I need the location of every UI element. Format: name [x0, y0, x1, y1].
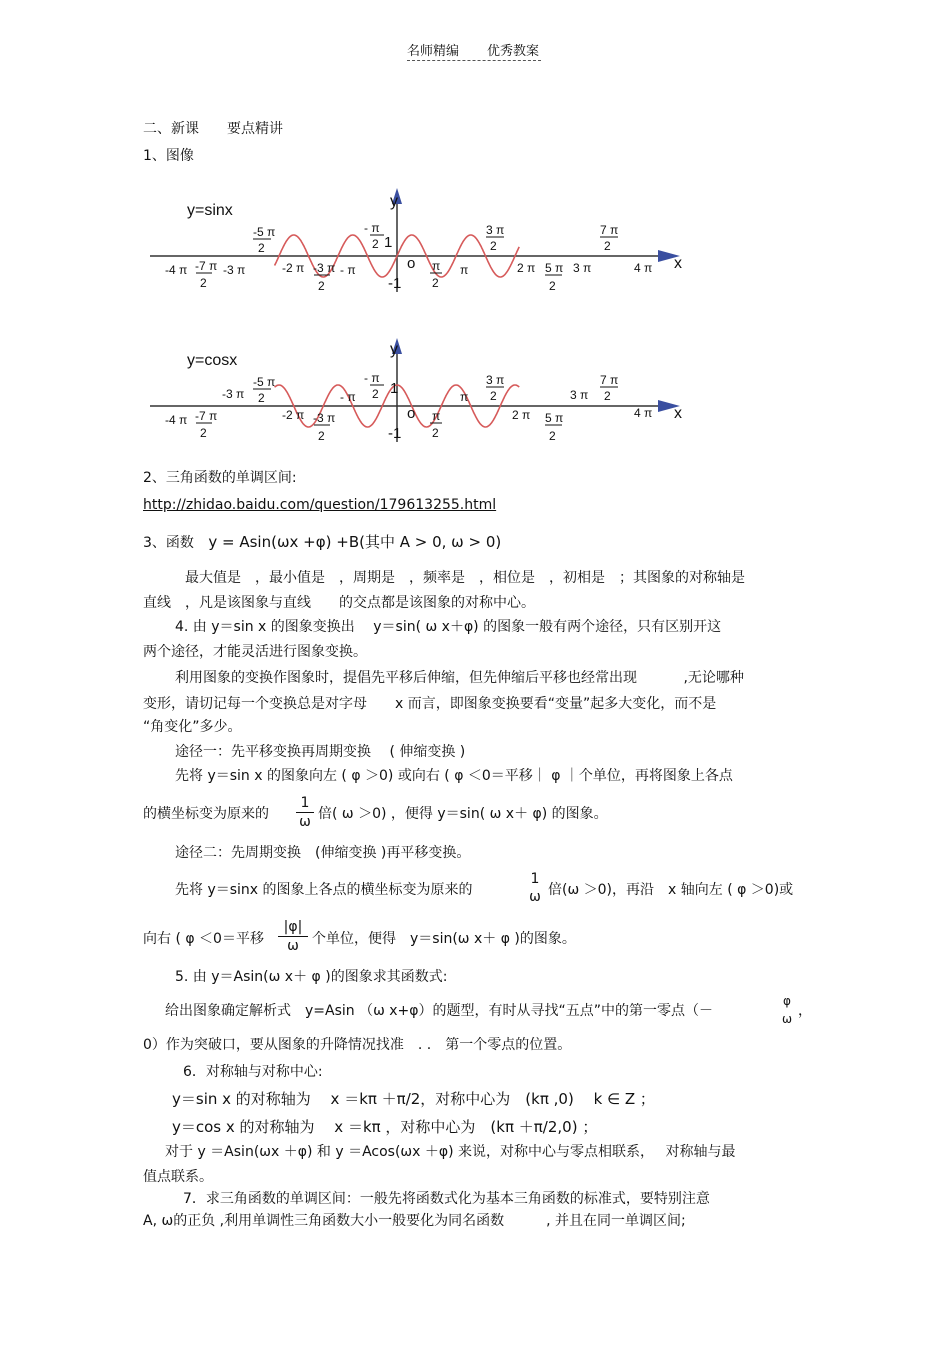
svg-text:-7 π: -7 π [195, 409, 218, 423]
way1-line1: 先将 y＝sin x 的图象向左 ( φ ＞0) 或向右 ( φ ＜0＝平移｜ φ ｜个单位，再将图象上各点 [175, 768, 733, 784]
frac-denominator: ω [781, 1012, 793, 1026]
svg-text:- π: - π [364, 371, 380, 385]
svg-text:π: π [460, 263, 469, 277]
para4-line3: 利用图象的变换作图象时，提倡先平移后伸缩，但先伸缩后平移也经常出现 ,无论哪种 [175, 670, 744, 686]
para4-line4: 变形，请切记每一个变换总是对字母 x 而言，即图象变换要看“变量”起多大变化，而不是 [143, 696, 717, 712]
item2-heading: 2、三角函数的单调区间: [143, 470, 297, 486]
frac-denominator: ω [296, 812, 314, 831]
frac-denominator: ω [278, 936, 308, 955]
svg-text:-3 π: -3 π [222, 387, 245, 401]
para6-line2: y＝cos x 的对称轴为 x ＝kπ ，对称中心为 (kπ ＋π/2,0) ； [172, 1118, 598, 1136]
para5-line2: 0）作为突破口，要从图象的升降情况找准 . . 第一个零点的位置。 [143, 1037, 572, 1053]
svg-text:π: π [432, 259, 441, 273]
svg-text:2: 2 [258, 391, 265, 405]
svg-text:3 π: 3 π [486, 223, 505, 237]
svg-text:-2 π: -2 π [282, 408, 305, 422]
origin-label: o [407, 405, 416, 422]
svg-text:- π: - π [340, 263, 356, 277]
svg-text:2: 2 [604, 389, 611, 403]
para3-line2: 直线 ，凡是该图象与直线 的交点都是该图象的对称中心。 [143, 595, 535, 611]
svg-text:- π: - π [364, 221, 380, 235]
svg-text:-5 π: -5 π [253, 225, 276, 239]
svg-text:2: 2 [432, 276, 439, 290]
y-label: y [390, 193, 398, 210]
svg-text:π: π [432, 409, 441, 423]
svg-text:-3 π: -3 π [223, 263, 246, 277]
svg-text:2: 2 [200, 426, 207, 440]
para3-line1: 最大值是 ，最小值是 ，周期是 ，频率是 ，相位是 ，初相是 ；其图象的对称轴是 [185, 570, 745, 586]
graph-title: y=cosx [187, 352, 238, 369]
origin-label: o [407, 255, 416, 272]
way1-line2-post: 倍( ω ＞0) ，便得 y＝sin( ω x＋ φ) 的图象。 [318, 806, 608, 822]
svg-text:2 π: 2 π [512, 408, 531, 422]
frac-numerator: φ [783, 994, 791, 1008]
page-header [407, 40, 541, 61]
frac-numerator: 1 [530, 871, 540, 887]
svg-text:2: 2 [258, 241, 265, 255]
svg-text:2: 2 [490, 389, 497, 403]
para6-line1: y＝sin x 的对称轴为 x ＝kπ ＋π/2，对称中心为 (kπ ,0) k ∈ Z ； [172, 1090, 655, 1108]
x-label: x [674, 255, 682, 272]
para4-line1: 4. 由 y＝sin x 的图象变换出 y＝sin( ω x＋φ) 的图象一般有两个途径，只有区别开这 [175, 619, 722, 635]
section-title: 二、新课 要点精讲 [143, 121, 283, 137]
item3-prefix: 3、函数 [143, 535, 194, 551]
svg-text:3 π: 3 π [573, 261, 592, 275]
svg-text:5 π: 5 π [545, 261, 564, 275]
svg-text:-2 π: -2 π [282, 261, 305, 275]
way2-line2-pre: 向右 ( φ ＜0＝平移 [143, 931, 264, 947]
svg-text:7 π: 7 π [600, 223, 619, 237]
fraction-absphi-over-omega [278, 918, 308, 955]
one-label: 1 [390, 380, 399, 397]
svg-text:2: 2 [372, 387, 379, 401]
svg-text:7 π: 7 π [600, 373, 619, 387]
para5-line1-end: ， [798, 1003, 812, 1019]
reference-link[interactable]: http://zhidao.baidu.com/question/179613255.html [143, 497, 497, 513]
svg-text:π: π [460, 390, 469, 404]
frac-denominator: ω [529, 889, 541, 905]
y-label: y [390, 341, 398, 358]
frac-numerator: 1 [300, 795, 310, 811]
way2-line1-post: 倍(ω ＞0)，再沿 x 轴向左 ( φ ＞0)或 [548, 882, 794, 898]
para6-line3: 对于 y ＝Asin(ωx ＋φ) 和 y ＝Acos(ωx ＋φ) 来说，对称中心与零点相联系， 对称轴与最 [165, 1144, 736, 1160]
graph-title: y=sinx [187, 202, 233, 219]
svg-text:-3 π: -3 π [313, 261, 336, 275]
way2-heading: 途径二：先周期变换 (伸缩变换 )再平移变换。 [175, 845, 471, 861]
svg-text:2: 2 [432, 426, 439, 440]
fraction-one-over-omega [296, 794, 314, 831]
svg-text:2: 2 [549, 429, 556, 443]
svg-text:2: 2 [200, 276, 207, 290]
sine-graph [140, 180, 700, 300]
svg-text:2: 2 [549, 279, 556, 293]
item1-heading: 1、图像 [143, 148, 194, 164]
item3-formula: y = Asin(ωx +φ) +B(其中 A > 0, ω > 0) [208, 533, 502, 551]
svg-text:2: 2 [372, 237, 379, 251]
svg-text:5 π: 5 π [545, 411, 564, 425]
para4-line5: “角变化”多少。 [143, 719, 242, 735]
para6-line4: 值点联系。 [143, 1169, 213, 1185]
header-right: 优秀教案 [487, 44, 540, 59]
cosine-graph [140, 330, 700, 450]
svg-text:- π: - π [340, 390, 356, 404]
para7-line2: A, ω的正负 ,利用单调性三角函数大小一般要化为同名函数 , 并且在同一单调区间; [143, 1213, 686, 1229]
svg-text:-4 π: -4 π [165, 413, 188, 427]
minus-one-label: -1 [388, 425, 402, 442]
svg-text:2: 2 [318, 429, 325, 443]
way2-line2-post: 个单位，便得 y＝sin(ω x＋ φ )的图象。 [312, 931, 576, 947]
svg-text:2: 2 [490, 239, 497, 253]
svg-text:3 π: 3 π [570, 388, 589, 402]
fraction-phi-over-omega [778, 992, 796, 1028]
way1-line2-pre: 的横坐标变为原来的 [143, 806, 269, 822]
item3-line [143, 532, 501, 553]
svg-text:-5 π: -5 π [253, 375, 276, 389]
way1-heading: 途径一：先平移变换再周期变换 ( 伸缩变换 ) [175, 744, 466, 760]
svg-text:2 π: 2 π [517, 261, 536, 275]
header-left: 名师精编 [407, 44, 460, 59]
svg-text:-3 π: -3 π [313, 411, 336, 425]
svg-text:-4 π: -4 π [165, 263, 188, 277]
svg-text:3 π: 3 π [486, 373, 505, 387]
para6-heading: 6．对称轴与对称中心: [183, 1064, 323, 1080]
svg-text:4 π: 4 π [634, 261, 653, 275]
one-label: 1 [384, 234, 393, 251]
svg-text:-7 π: -7 π [195, 259, 218, 273]
svg-text:2: 2 [318, 279, 325, 293]
minus-one-label: -1 [388, 275, 402, 292]
fraction-one-over-omega-2 [526, 870, 544, 906]
frac-numerator: |φ| [283, 919, 303, 935]
x-label: x [674, 405, 682, 422]
para5-line1: 给出图象确定解析式 y=Asin （ω x+φ）的题型，有时从寻找“五点”中的第一零点（－ [165, 1003, 714, 1019]
para4-line2: 两个途径，才能灵活进行图象变换。 [143, 644, 367, 660]
svg-text:4 π: 4 π [634, 406, 653, 420]
para7-line1: 7．求三角函数的单调区间：一般先将函数式化为基本三角函数的标准式，要特别注意 [183, 1191, 710, 1207]
svg-text:2: 2 [604, 239, 611, 253]
way2-line1-pre: 先将 y＝sinx 的图象上各点的横坐标变为原来的 [175, 882, 473, 898]
para5-heading: 5. 由 y＝Asin(ω x＋ φ )的图象求其函数式: [175, 969, 448, 985]
